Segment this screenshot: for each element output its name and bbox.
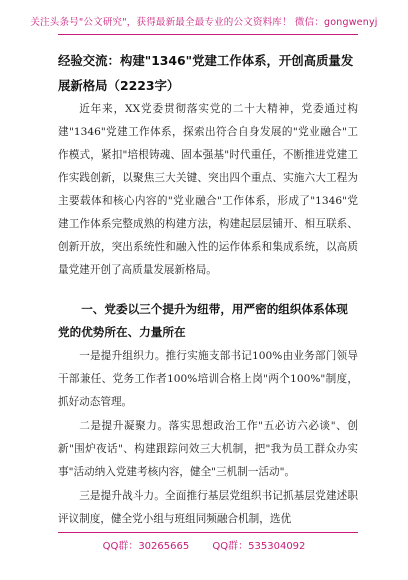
qq-group-1: QQ群：30265665	[102, 541, 190, 552]
document-title: 经验交流：构建"1346"党建工作体系，开创高质量发展新格局（2223字）	[58, 53, 354, 93]
section-heading-1: 一、党委以三个提升为纽带，用严密的组织体系体现党的优势所在、力量所在	[58, 302, 348, 339]
header-promo: 关注头条号"公文研究"，获得最新最全最专业的公文资料库！ 微信：gongwenyj	[30, 17, 378, 28]
intro-paragraph: 近年来，XX党委贯彻落实党的二十大精神，党委通过构建"1346"党建工作体系，探索出符合自身发展的"党业融合"工作模式，紧扣"培根铸魂、固本强基"时代重任，不断推进党建工作实践创新，以聚焦三大关键、突出四个重点、实施六大工程为主要载体和核心内容的"党业融合"工作体系，形成了"1346"党建工作体系完整成熟的构建方法，构建起层层铺开、相互联系、创新开放，突出系统性和融入性的运作体系和集成系统，以高质量党建开创了高质量发展新格局。	[58, 103, 358, 276]
qq-group-2: QQ群：535304092	[212, 541, 306, 552]
paragraph-point-3: 三是提升战斗力。全面推行基层党组织书记抓基层党建述职评议制度，健全党小组与班组同频融合机制，选优	[58, 490, 358, 525]
paragraph-point-2: 二是提升凝聚力。落实思想政治工作"五必访六必谈"、创新"围炉夜话"、构建跟踪问效三大机制，把"我为员工群众办实事"活动纳入党建考核内容，健全"三机制一活动"。	[58, 420, 358, 478]
footer-divider	[58, 532, 358, 533]
footer-contact	[0, 537, 408, 552]
paragraph-point-1: 一是提升组织力。推行实施支部书记100%由业务部门领导干部兼任、党务工作者100%培训合格上岗"两个100%"制度，抓好动态管理。	[58, 350, 358, 408]
header-divider	[58, 34, 358, 35]
